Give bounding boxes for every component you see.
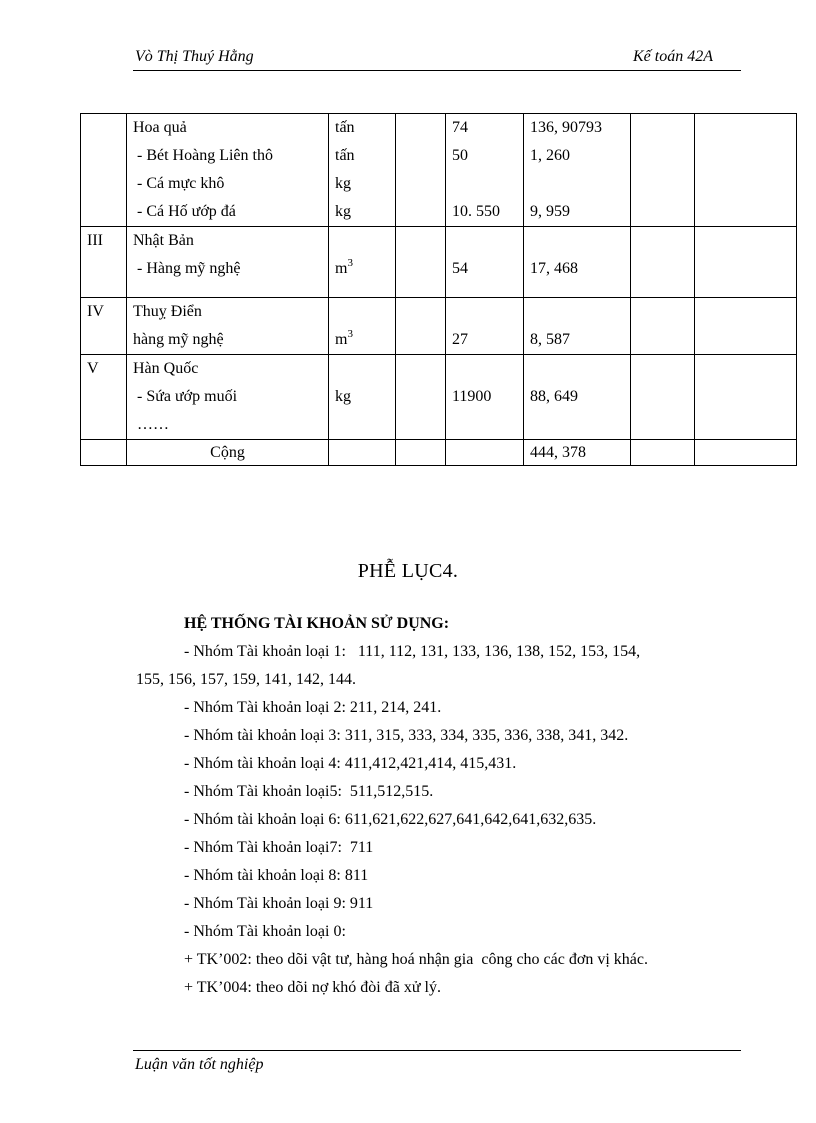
value-cell: [524, 114, 631, 227]
unit-value: kg: [335, 203, 351, 220]
total-label: Cộng: [127, 440, 329, 466]
unit-cell: [329, 114, 396, 227]
empty-cell: [695, 440, 797, 466]
tk004-note: + TK’004: theo dõi nợ khó đòi đã xử lý.: [184, 979, 441, 996]
row-number: [81, 114, 127, 227]
value-amount: 17, 468: [530, 260, 578, 277]
item-line: - Cá mực khô: [133, 175, 225, 192]
value-cell: [524, 227, 631, 298]
item-cell: [127, 355, 329, 440]
empty-cell: [396, 227, 446, 298]
account-group-8: - Nhóm tài khoản loại 8: 811: [184, 867, 369, 884]
account-group-0: - Nhóm Tài khoản loại 0:: [184, 923, 346, 940]
item-cell: [127, 114, 329, 227]
account-group-1-cont: 155, 156, 157, 159, 141, 142, 144.: [136, 671, 356, 688]
empty-cell: [631, 114, 695, 227]
quantity-value: 54: [452, 260, 468, 277]
value-amount: 8, 587: [530, 331, 570, 348]
empty-cell: [396, 355, 446, 440]
item-group-name: Hoa quả: [133, 119, 187, 136]
header-author: Vò Thị Thuý Hằng: [135, 48, 254, 65]
account-group-7: - Nhóm Tài khoản loại7: 711: [184, 839, 374, 856]
unit-exponent: 3: [347, 256, 353, 269]
item-line: - Cá Hố ướp đá: [133, 203, 236, 220]
empty-cell: [396, 298, 446, 355]
quantity-cell: [446, 227, 524, 298]
value-amount: 9, 959: [530, 203, 570, 220]
account-group-2: - Nhóm Tài khoản loại 2: 211, 214, 241.: [184, 699, 442, 716]
footer-rule: [133, 1050, 741, 1051]
empty-cell: [631, 355, 695, 440]
value-amount: 136, 90793: [530, 119, 602, 136]
empty-cell: [631, 227, 695, 298]
empty-cell: [695, 227, 797, 298]
quantity-cell: [446, 298, 524, 355]
quantity-cell: [446, 114, 524, 227]
section-heading: HỆ THỐNG TÀI KHOẢN SỬ DỤNG:: [184, 615, 450, 632]
unit-value: tấn: [335, 147, 355, 164]
account-group-6: - Nhóm tài khoản loại 6: 611,621,622,627,641,642,641,632,635.: [184, 811, 597, 828]
footer-text: Luận văn tốt nghiệp: [135, 1056, 264, 1073]
unit-value: m: [335, 331, 348, 348]
value-amount: [530, 170, 624, 198]
unit-cell: [329, 298, 396, 355]
country-name: Nhật Bản: [133, 232, 194, 249]
empty-cell: [396, 440, 446, 466]
unit-value: kg: [335, 388, 351, 405]
item-line: hàng mỹ nghệ: [133, 331, 224, 348]
empty-cell: [446, 440, 524, 466]
account-group-9: - Nhóm Tài khoản loại 9: 911: [184, 895, 374, 912]
table-row: [81, 227, 797, 298]
tk002-note: + TK’002: theo dõi vật tư, hàng hoá nhận gia công cho các đơn vị khác.: [184, 951, 648, 968]
quantity-value: 50: [452, 147, 468, 164]
empty-cell: [695, 114, 797, 227]
quantity-value: 27: [452, 331, 468, 348]
value-amount: 1, 260: [530, 147, 570, 164]
value-cell: [524, 298, 631, 355]
account-system-section: [136, 610, 756, 1002]
value-cell: [524, 355, 631, 440]
item-line: - Bét Hoàng Liên thô: [133, 147, 273, 164]
value-amount: 88, 649: [530, 388, 578, 405]
account-group-5: - Nhóm Tài khoản loại5: 511,512,515.: [184, 783, 434, 800]
account-group-4: - Nhóm tài khoản loại 4: 411,412,421,414, 415,431.: [184, 755, 517, 772]
empty-cell: [631, 440, 695, 466]
account-group-3: - Nhóm tài khoản loại 3: 311, 315, 333, 334, 335, 336, 338, 341, 342.: [184, 727, 629, 744]
row-number: IV: [81, 298, 127, 355]
unit-value: tấn: [335, 119, 355, 136]
continuation-dots: ……: [137, 416, 169, 433]
empty-cell: [695, 355, 797, 440]
quantity-value: 74: [452, 119, 468, 136]
empty-cell: [81, 440, 127, 466]
empty-cell: [329, 440, 396, 466]
unit-value: m: [335, 260, 348, 277]
header-class: Kế toán 42A: [633, 48, 713, 65]
quantity-cell: [446, 355, 524, 440]
item-line: - Sứa ướp muối: [133, 388, 238, 405]
unit-exponent: 3: [347, 327, 353, 340]
unit-value: kg: [335, 175, 351, 192]
row-number: V: [81, 355, 127, 440]
country-name: Thuỵ Điển: [133, 303, 202, 320]
export-table: [80, 113, 797, 466]
total-row: [81, 440, 797, 466]
country-name: Hàn Quốc: [133, 360, 199, 377]
empty-cell: [631, 298, 695, 355]
row-number: III: [81, 227, 127, 298]
item-line: - Hàng mỹ nghệ: [133, 260, 241, 277]
table-row: [81, 114, 797, 227]
unit-cell: [329, 227, 396, 298]
total-value: 444, 378: [524, 440, 631, 466]
table-row: [81, 355, 797, 440]
item-cell: [127, 298, 329, 355]
table-row: [81, 298, 797, 355]
quantity-value: 11900: [452, 388, 492, 405]
quantity-value: [452, 170, 517, 198]
unit-cell: [329, 355, 396, 440]
empty-cell: [396, 114, 446, 227]
account-group-1: - Nhóm Tài khoản loại 1: 111, 112, 131, 133, 136, 138, 152, 153, 154,: [184, 643, 641, 660]
empty-cell: [695, 298, 797, 355]
quantity-value: 10. 550: [452, 203, 500, 220]
item-cell: [127, 227, 329, 298]
appendix-title: PHỄ LỤC4.: [357, 560, 459, 582]
header-rule: [133, 70, 741, 71]
